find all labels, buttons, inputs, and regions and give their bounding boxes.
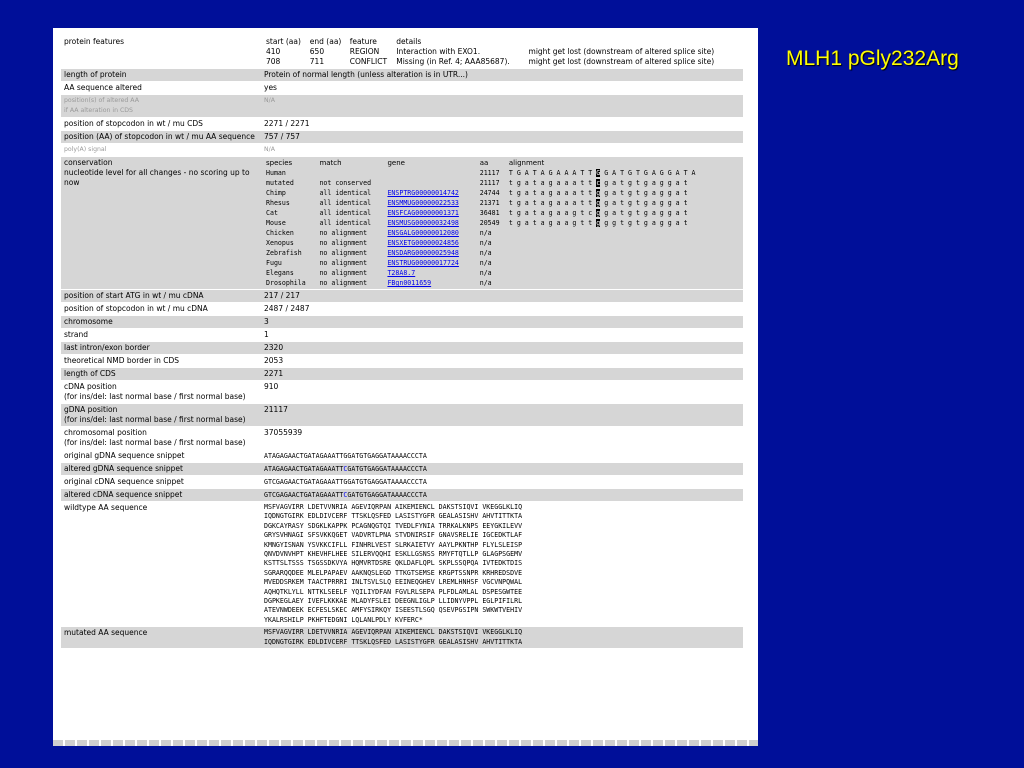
feature-note: might get lost (downstream of altered splice site) <box>528 47 715 56</box>
species-name: Human <box>266 169 286 177</box>
info-value: Protein of normal length (unless alteration is in UTR...) <box>261 69 743 81</box>
info-row <box>61 118 743 130</box>
conservation-species-row <box>264 208 740 218</box>
snippet-post: GATGTGAGGATAAAACCCTA <box>347 452 427 460</box>
info-value: 37055939 <box>261 427 743 449</box>
conservation-species-row <box>264 168 740 178</box>
info-label <box>61 427 261 449</box>
gene-link[interactable]: ENSMUSG00000032498 <box>387 219 459 227</box>
species-match: no alignment <box>319 259 368 267</box>
sequence-line: MSFVAGVIRR LDETVVNRIA AGEVIQRPAN AIKEMIENCL DAKSTSIQVI VKEGGLKLIQ <box>264 628 523 637</box>
gene-link[interactable]: ENSFCAG00000001371 <box>387 209 459 217</box>
species-position: n/a <box>479 279 492 287</box>
info-value: N/A <box>261 144 743 156</box>
species-match: all identical <box>319 189 372 197</box>
snippet-pre: ATAGAGAACTGATAGAAATT <box>264 465 344 473</box>
species-position: 20549 <box>479 219 500 227</box>
conservation-table <box>264 158 740 288</box>
info-label-text: strand <box>64 330 89 339</box>
conservation-species-row <box>264 278 740 288</box>
feature-start: 410 <box>266 47 281 56</box>
sequence-line: YKALRSHILP PKHFTEDGNI LQLANLPDLY KVFERC* <box>264 615 423 624</box>
snippet-pre: ATAGAGAACTGATAGAAATT <box>264 452 344 460</box>
info-label-text: position (AA) of stopcodon in wt / mu AA sequence <box>64 132 255 141</box>
snippet-sequence <box>261 489 743 501</box>
alignment <box>507 178 740 188</box>
species-position: n/a <box>479 249 492 257</box>
snippet-row <box>61 489 743 501</box>
gene-link[interactable]: ENSDARG00000025948 <box>387 249 459 257</box>
conservation-row <box>61 157 743 289</box>
info-label-sub: (for ins/del: last normal base / first normal base) <box>64 415 246 424</box>
info-value: 21117 <box>261 404 743 426</box>
info-rows-top <box>61 69 743 156</box>
info-label-text: theoretical NMD border in CDS <box>64 356 180 365</box>
info-row <box>61 368 743 380</box>
species-name: Mouse <box>266 219 286 227</box>
info-label <box>61 290 261 302</box>
cons-header-gene: gene <box>387 159 405 167</box>
species-name: Chicken <box>266 229 294 237</box>
features-label: protein features <box>61 36 261 68</box>
mutated-row <box>61 627 743 648</box>
info-label <box>61 342 261 354</box>
feature-row <box>264 47 740 57</box>
sequence-line: IQDNGTGIRK EDLDIVCERF TTSKLQSFED LASISTYGFR GEALASISHV AHVTITTKTA <box>264 512 523 521</box>
sequence-line: MVEDDSRKEM TAACTPRRRI INLTSVLSLQ EEINEQGHEV LREMLHNHSF VGCVNPQWAL <box>264 578 523 587</box>
info-label-sub: if AA alteration in CDS <box>64 107 133 114</box>
snippet-variant-base: C <box>343 465 348 473</box>
species-position: n/a <box>479 229 492 237</box>
info-label <box>61 329 261 341</box>
cons-header-species: species <box>266 159 293 167</box>
species-name: Drosophila <box>266 279 306 287</box>
info-row <box>61 355 743 367</box>
snippet-variant-base: C <box>343 491 348 499</box>
features-header-details: details <box>396 37 422 46</box>
alignment <box>507 188 740 198</box>
info-value: 3 <box>261 316 743 328</box>
species-name: Xenopus <box>266 239 294 247</box>
snippet-sequence <box>261 450 743 462</box>
snippet-row <box>61 450 743 462</box>
alignment <box>507 238 740 248</box>
sequence-line: AQHQTKLYLL NTTKLSEELF YQILIYDFAN FGVLRLSEPA PLFDLAMLAL DSPESGWTEE <box>264 587 523 596</box>
snippet-rows <box>61 450 743 501</box>
alignment-highlight: g <box>596 219 601 227</box>
alignment <box>507 218 740 228</box>
features-header-extra <box>527 37 740 47</box>
info-value: 1 <box>261 329 743 341</box>
features-row <box>61 36 743 68</box>
species-position: 21371 <box>479 199 500 207</box>
wildtype-sequence <box>264 503 740 625</box>
info-value: 2487 / 2487 <box>261 303 743 315</box>
species-position: 21117 <box>479 179 500 187</box>
info-row <box>61 131 743 143</box>
feature-type: CONFLICT <box>349 57 388 66</box>
conservation-species-row <box>264 178 740 188</box>
mutated-label: mutated AA sequence <box>61 627 261 648</box>
alignment-highlight: G <box>596 169 601 177</box>
info-row <box>61 69 743 81</box>
sequence-line: MSFVAGVIRR LDETVVNRIA AGEVIQRPAN AIKEMIENCL DAKSTSIQVI VKEGGLKLIQ <box>264 503 523 511</box>
gene-link[interactable]: ENSMMUG00000022533 <box>387 199 459 207</box>
snippet-post: GATGTGAGGATAAAACCCTA <box>347 478 427 486</box>
slide-title: MLH1 pGly232Arg <box>786 47 959 70</box>
sequence-line: KSTTSLTSSS TSGSSDKVYA HQMVRTDSRE QKLDAFLQPL SKPLSSQPQA IVTEDKTDIS <box>264 559 523 568</box>
info-rows-mid <box>61 290 743 449</box>
alignment-highlight: g <box>596 199 601 207</box>
info-label <box>61 381 261 403</box>
gene-link[interactable]: T28A8.7 <box>387 269 416 277</box>
snippet-label: altered gDNA sequence snippet <box>61 463 261 475</box>
info-label <box>61 69 261 81</box>
conservation-species-row <box>264 248 740 258</box>
cons-header-aa: aa <box>479 159 489 167</box>
info-row <box>61 329 743 341</box>
snippet-label: altered cDNA sequence snippet <box>61 489 261 501</box>
mutation-report-panel <box>53 28 758 746</box>
alignment-pre: T G A T A G A A A T T <box>508 169 597 177</box>
info-label <box>61 404 261 426</box>
alignment-pre: t g a t a g a a a t t <box>508 199 597 207</box>
alignment <box>507 208 740 218</box>
info-label-text: position(s) of altered AA <box>64 97 139 104</box>
alignment-post: G A T G T G A G G A T A <box>600 169 696 177</box>
species-match: all identical <box>319 199 372 207</box>
alignment <box>507 168 740 178</box>
wildtype-label: wildtype AA sequence <box>61 502 261 626</box>
features-header-end: end (aa) <box>309 37 342 46</box>
info-value: yes <box>261 82 743 94</box>
alignment <box>507 198 740 208</box>
conservation-body <box>264 168 740 288</box>
info-value: 757 / 757 <box>261 131 743 143</box>
conservation-species-row <box>264 228 740 238</box>
alignment-post: g a t g t g a g g a t <box>600 189 688 197</box>
conservation-species-row <box>264 218 740 228</box>
conservation-sublabel: nucleotide level for all changes - no scoring up to now <box>64 168 250 187</box>
sequence-line: GRYSVHNAGI SFSVKKQGET VADVRTLPNA STVDNIRSIF GNAVSRELIE IGCEDKTLAF <box>264 531 523 540</box>
alignment <box>507 268 740 278</box>
species-name: mutated <box>266 179 294 187</box>
sequence-line: ATEVNWDEEK ECFESLSKEC AMFYSIRKQY ISEESTLSGQ QSEVPGSIPN SWKWTVEHIV <box>264 606 523 615</box>
feature-details: Missing (in Ref. 4; AAA85687). <box>396 57 510 66</box>
species-match: no alignment <box>319 249 368 257</box>
species-name: Cat <box>266 209 278 217</box>
species-match: not conserved <box>319 179 372 187</box>
info-label <box>61 131 261 143</box>
feature-start: 708 <box>266 57 281 66</box>
species-match: no alignment <box>319 229 368 237</box>
cons-header-alignment: alignment <box>508 159 545 167</box>
sequence-line: KMNGYISNAN YSVKKCIFLL FINHRLVEST SLRKAIETVY AAYLPKNTHP FLYLSLEISP <box>264 540 523 549</box>
info-label-text: cDNA position <box>64 382 117 391</box>
feature-end: 711 <box>309 57 325 66</box>
info-label <box>61 316 261 328</box>
info-row <box>61 303 743 315</box>
feature-note: might get lost (downstream of altered splice site) <box>528 57 715 66</box>
species-match: no alignment <box>319 239 368 247</box>
alignment <box>507 258 740 268</box>
alignment-highlight: g <box>596 189 601 197</box>
info-label <box>61 303 261 315</box>
cons-header-match: match <box>319 159 342 167</box>
gene-link[interactable]: ENSPTRG00000014742 <box>387 189 459 197</box>
info-label-text: AA sequence altered <box>64 83 142 92</box>
species-name: Rhesus <box>266 199 290 207</box>
info-value: 2053 <box>261 355 743 367</box>
alignment-highlight: g <box>596 209 601 217</box>
species-position: 36481 <box>479 209 500 217</box>
species-match: all identical <box>319 209 372 217</box>
info-label <box>61 82 261 94</box>
snippet-pre: GTCGAGAACTGATAGAAATT <box>264 478 344 486</box>
conservation-label: conservation <box>64 158 113 167</box>
features-header-feature: feature <box>349 37 377 46</box>
alignment-pre: t g a t a g a a a t t <box>508 189 597 197</box>
gene-link[interactable]: ENSXETG00000024856 <box>387 239 459 247</box>
info-label-text: chromosome <box>64 317 113 326</box>
species-match: all identical <box>319 219 372 227</box>
snippet-row <box>61 463 743 475</box>
mutated-sequence <box>264 628 740 647</box>
info-label-text: gDNA position <box>64 405 118 414</box>
features-header-start: start (aa) <box>266 37 301 46</box>
info-row <box>61 144 743 156</box>
info-row <box>61 316 743 328</box>
info-label-text: last intron/exon border <box>64 343 150 352</box>
feature-end: 650 <box>309 47 325 56</box>
info-row <box>61 427 743 449</box>
conservation-species-row <box>264 188 740 198</box>
alignment <box>507 248 740 258</box>
info-label-text: position of stopcodon in wt / mu CDS <box>64 119 203 128</box>
feature-row <box>264 57 740 67</box>
info-label-text: length of protein <box>64 70 127 79</box>
conservation-species-row <box>264 258 740 268</box>
info-value: 2320 <box>261 342 743 354</box>
species-position: n/a <box>479 269 492 277</box>
conservation-species-row <box>264 198 740 208</box>
alignment <box>507 228 740 238</box>
species-name: Zebrafish <box>266 249 302 257</box>
horizontal-scrollbar[interactable] <box>53 740 758 746</box>
info-label-text: poly(A) signal <box>64 146 107 153</box>
info-value: N/A <box>261 95 743 117</box>
gene-link[interactable]: ENSGALG00000012080 <box>387 229 459 237</box>
info-row <box>61 95 743 117</box>
alignment-post: g g t g t g a g g a t <box>600 219 688 227</box>
species-match: no alignment <box>319 269 368 277</box>
report-table <box>61 35 743 649</box>
info-value: 217 / 217 <box>261 290 743 302</box>
snippet-label: original cDNA sequence snippet <box>61 476 261 488</box>
info-label-sub: (for ins/del: last normal base / first normal base) <box>64 392 246 401</box>
info-label <box>61 368 261 380</box>
sequence-line: DGPKEGLAEY IVEFLKKKAE MLADYFSLEI DEEGNLIGLP LLIDNYVPPL EGLPIFILRL <box>264 597 523 606</box>
info-row <box>61 290 743 302</box>
species-position: n/a <box>479 239 492 247</box>
alignment-pre: t g a t a g a a g t t <box>508 219 597 227</box>
species-match <box>317 168 385 178</box>
alignment-highlight: c <box>596 179 601 187</box>
snippet-label: original gDNA sequence snippet <box>61 450 261 462</box>
snippet-post: GATGTGAGGATAAAACCCTA <box>347 491 427 499</box>
sequence-line: DGKCAYRASY SDGKLKAPPK PCAGNQGTQI TVEDLFYNIA TRRKALKNPS EEYGKILEVV <box>264 521 523 530</box>
snippet-variant-base: G <box>343 452 348 460</box>
snippet-sequence <box>261 463 743 475</box>
species-name: Chimp <box>266 189 286 197</box>
species-position: n/a <box>479 259 492 267</box>
snippet-row <box>61 476 743 488</box>
snippet-pre: GTCGAGAACTGATAGAAATT <box>264 491 344 499</box>
snippet-post: GATGTGAGGATAAAACCCTA <box>347 465 427 473</box>
conservation-species-row <box>264 238 740 248</box>
info-label-text: chromosomal position <box>64 428 147 437</box>
gene-link[interactable]: ENSTRUG00000017724 <box>387 259 459 267</box>
info-row <box>61 381 743 403</box>
gene-link[interactable]: FBgn0011659 <box>387 279 432 287</box>
species-match: no alignment <box>319 279 368 287</box>
alignment <box>507 278 740 288</box>
sequence-line: QNVDVNVHPT KHEVHFLHEE SILERVQQHI ESKLLGSNSS RMYFTQTLLP GLAGPSGEMV <box>264 550 523 559</box>
alignment-pre: t g a t a g a a a t t <box>508 179 597 187</box>
species-name: Elegans <box>266 269 294 277</box>
info-label-text: position of stopcodon in wt / mu cDNA <box>64 304 208 313</box>
info-label <box>61 118 261 130</box>
info-row <box>61 82 743 94</box>
info-row <box>61 404 743 426</box>
wildtype-row <box>61 502 743 626</box>
info-label <box>61 95 261 117</box>
info-value: 2271 <box>261 368 743 380</box>
feature-type: REGION <box>349 47 380 56</box>
info-label <box>61 144 261 156</box>
alignment-post: g a t g t g a g g a t <box>600 199 688 207</box>
info-label-text: length of CDS <box>64 369 116 378</box>
species-name: Fugu <box>266 259 282 267</box>
feature-details: Interaction with EXO1. <box>396 47 481 56</box>
alignment-post: g a t g t g a g g a t <box>600 209 688 217</box>
features-table <box>264 37 740 67</box>
info-label-text: position of start ATG in wt / mu cDNA <box>64 291 204 300</box>
snippet-variant-base: G <box>343 478 348 486</box>
info-value: 2271 / 2271 <box>261 118 743 130</box>
alignment-pre: t g a t a g a a g t c <box>508 209 597 217</box>
info-value: 910 <box>261 381 743 403</box>
alignment-post: g a t g t g a g g a t <box>600 179 688 187</box>
snippet-sequence <box>261 476 743 488</box>
sequence-line: SGRARQQDEE MLELPAPAEV AAKNQSLEGD TTKGTSEMSE KRGPTSSNPR KRHREDSDVE <box>264 568 523 577</box>
species-position: 21117 <box>479 169 500 177</box>
info-label <box>61 355 261 367</box>
info-row <box>61 342 743 354</box>
species-position: 24744 <box>479 189 500 197</box>
info-label-sub: (for ins/del: last normal base / first normal base) <box>64 438 246 447</box>
conservation-species-row <box>264 268 740 278</box>
sequence-line: IQDNGTGIRK EDLDIVCERF TTSKLQSFED LASISTYGFR GEALASISHV AHVTITTKTA <box>264 637 523 646</box>
